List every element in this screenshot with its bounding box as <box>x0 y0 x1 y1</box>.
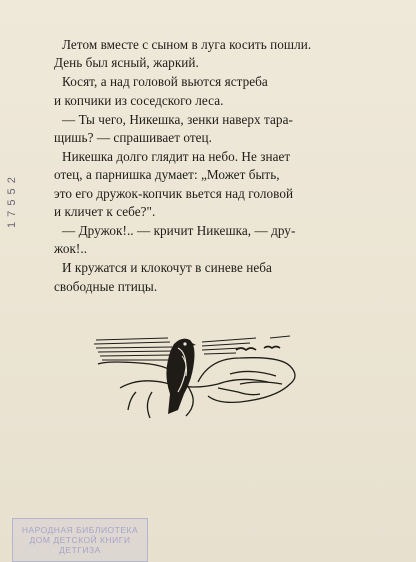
text-line: это его дружок-копчик вьется над головой <box>54 185 294 201</box>
library-stamp <box>12 518 148 562</box>
text-line: Летом вместе с сыном в луга косить пошли. <box>62 37 312 52</box>
paragraph-3 <box>54 111 362 147</box>
paragraph-2 <box>54 73 362 109</box>
story-text <box>54 36 362 296</box>
paragraph-5 <box>54 222 362 258</box>
text-line: щишь? — спрашивает отец. <box>54 130 212 146</box>
branch-outline <box>98 358 295 418</box>
text-line: свободные птицы. <box>54 278 158 294</box>
text-line: Косят, а над головой вьются ястреба <box>62 74 268 90</box>
distant-birds <box>236 347 280 351</box>
text-line: — Ты чего, Никешка, зенки наверх тара- <box>62 111 293 127</box>
stamp-line: ДОМ ДЕТСКОЙ КНИГИ <box>29 535 131 545</box>
text-line: Никешка долго глядит на небо. Не знает <box>62 149 291 165</box>
text-line: отец, а парнишка думает: „Может быть, <box>54 167 280 183</box>
pencil-margin-note: 1 7 5 5 2 <box>6 176 18 228</box>
text-line: и копчики из соседского леса. <box>54 92 224 108</box>
hawk-figure <box>166 339 196 414</box>
text-line: жок!.. <box>54 241 88 257</box>
hawk-illustration <box>90 318 320 428</box>
paragraph-1 <box>54 36 362 72</box>
text-line: И кружатся и клокочут в синеве неба <box>62 260 272 276</box>
paragraph-6 <box>54 259 362 295</box>
stamp-line: НАРОДНАЯ БИБЛИОТЕКА <box>21 525 139 535</box>
text-line: и кличет к себе?". <box>54 203 156 219</box>
paragraph-4 <box>54 148 362 221</box>
text-line: День был ясный, жаркий. <box>54 55 199 71</box>
stamp-line: ДЕТГИЗА <box>59 545 101 555</box>
text-line: — Дружок!.. — кричит Никешка, — дру- <box>62 223 296 239</box>
